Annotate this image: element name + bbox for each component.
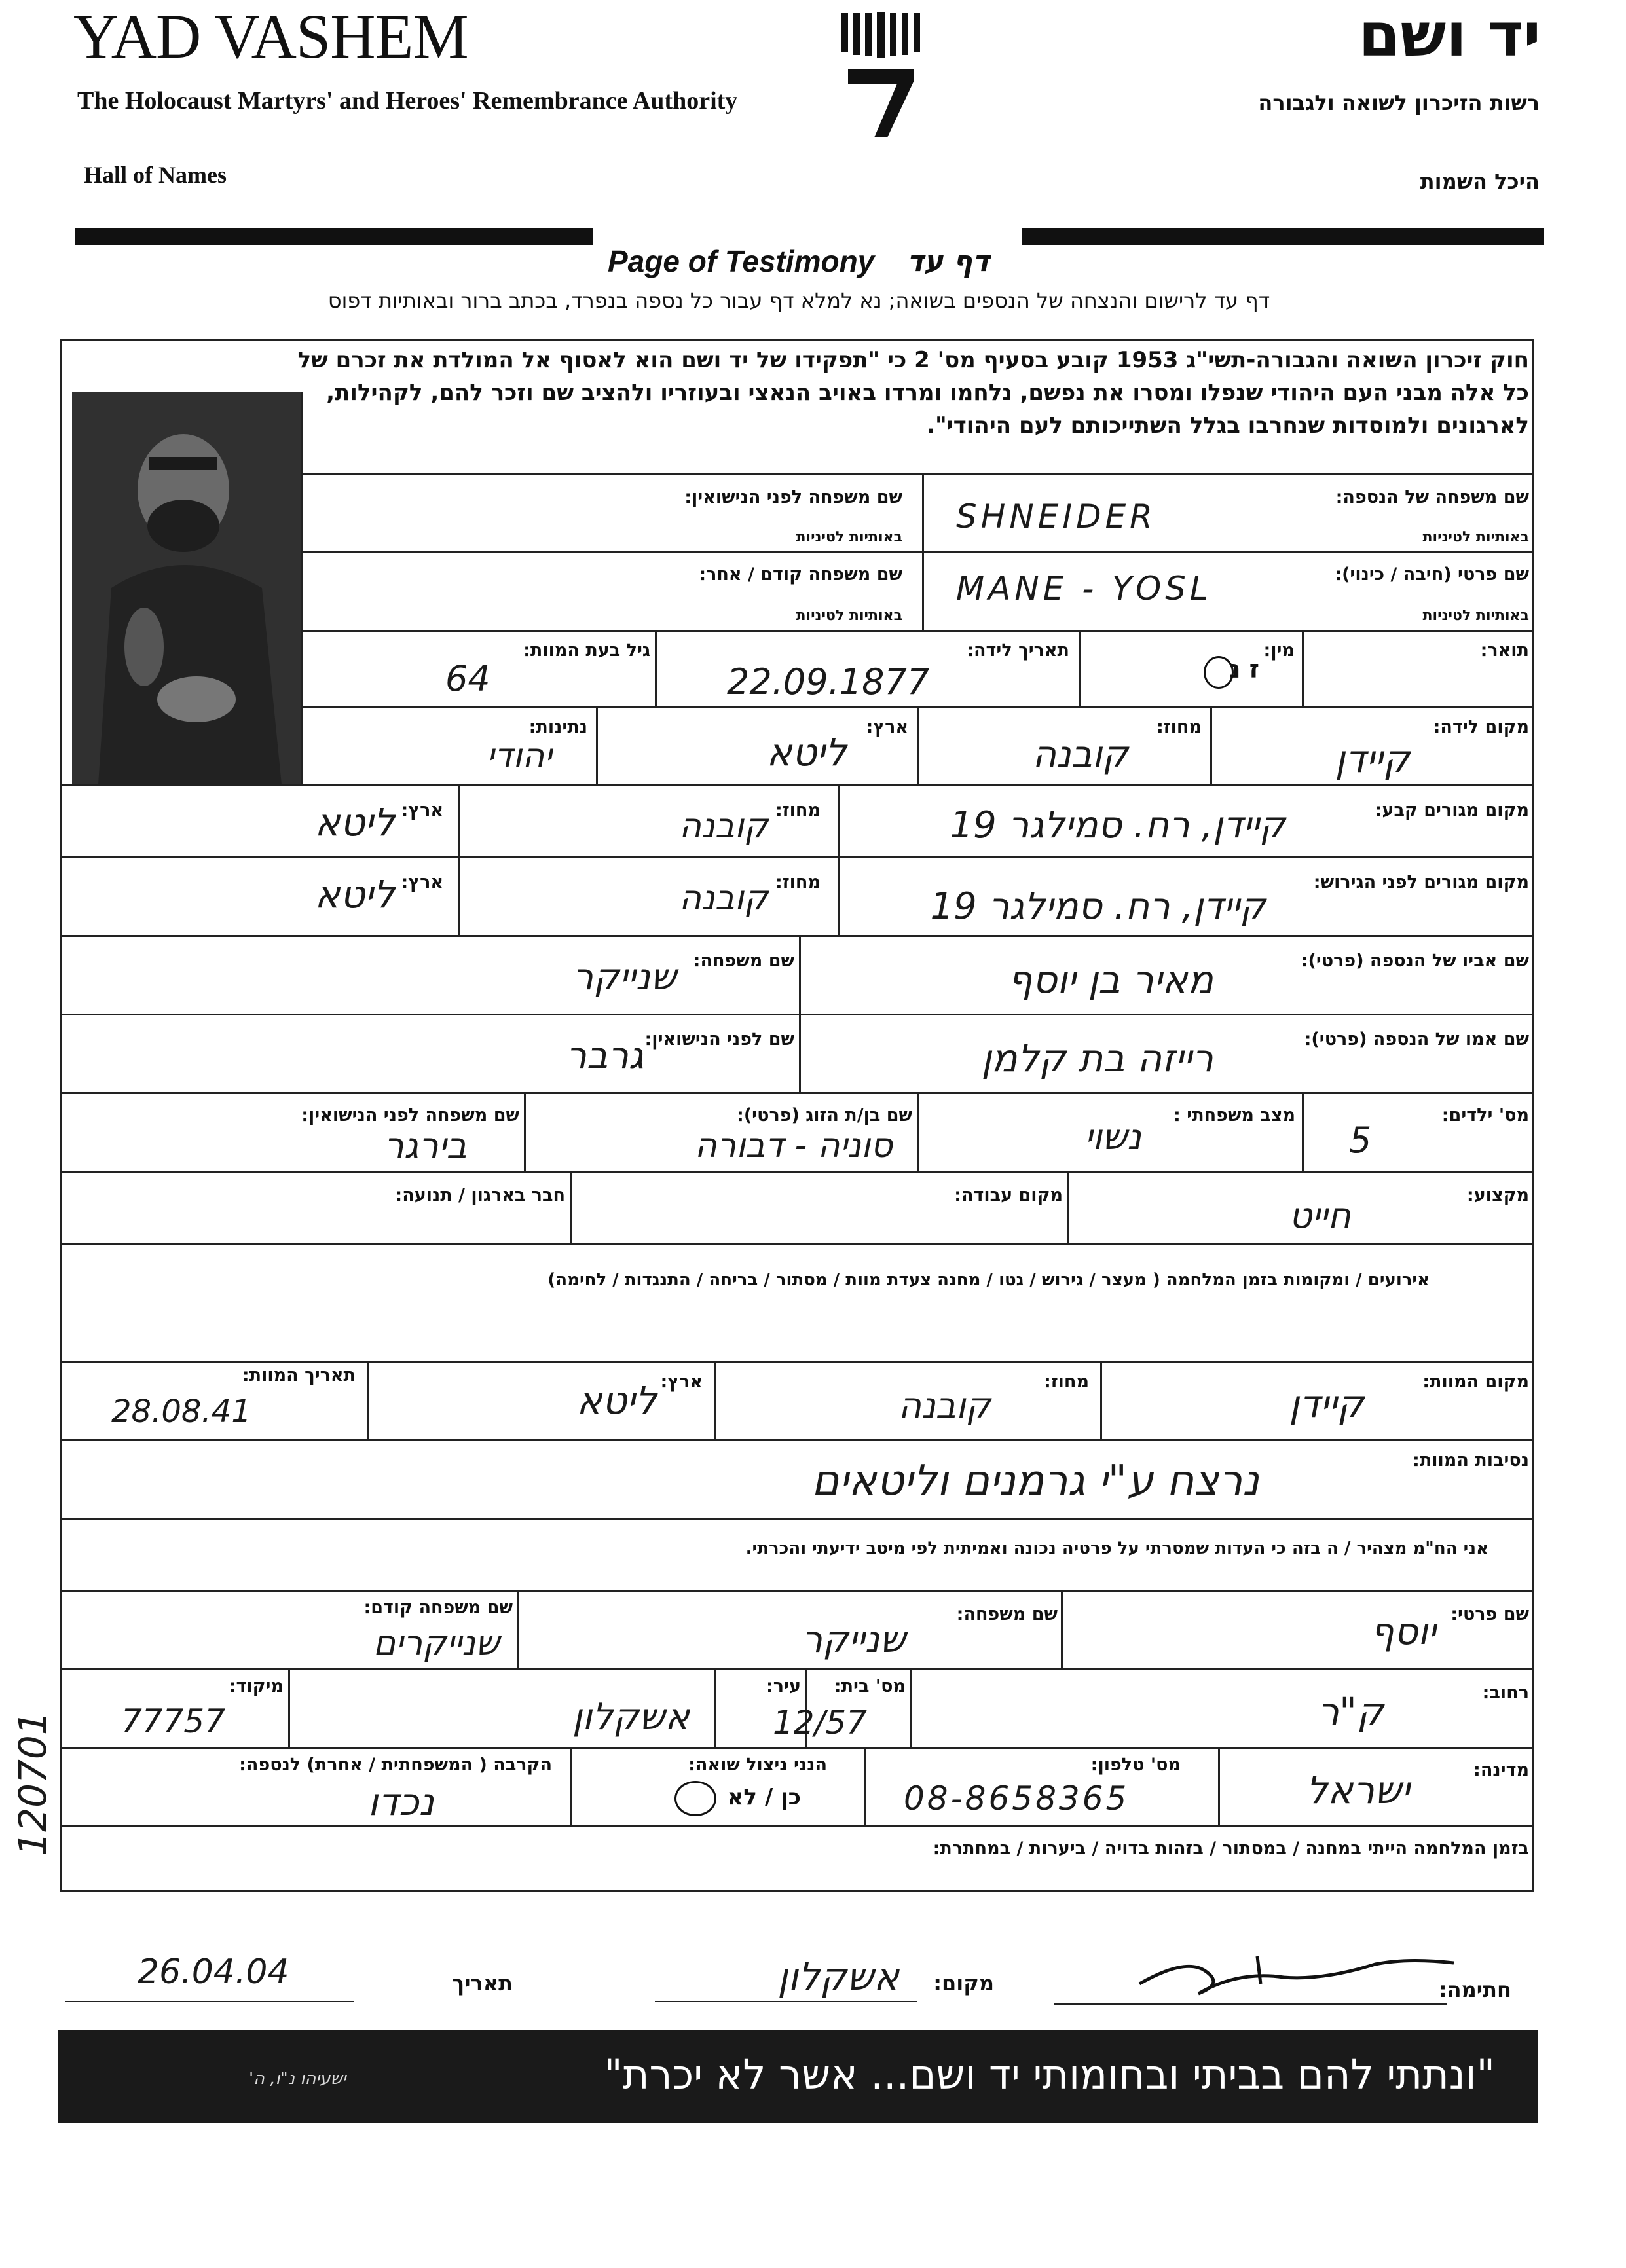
label-wartime-location: בזמן המלחמה הייתי במחנה / במסתור / בזהות בדויה / ביערות / במחתרת: <box>933 1838 1529 1859</box>
gender-selected-circle <box>1204 656 1234 689</box>
gender-options[interactable]: ז נ <box>1229 655 1259 684</box>
menorah-logo-icon <box>835 7 933 144</box>
value-sign-place[interactable]: אשקלון <box>777 1954 899 1999</box>
label-house-no: מס' בית: <box>834 1676 906 1696</box>
value-birth-country[interactable]: ליטא <box>766 730 847 775</box>
label-birth-country: ארץ: <box>866 717 908 737</box>
value-num-children[interactable]: 5 <box>1349 1120 1372 1161</box>
value-sub-first-name[interactable]: יוסף <box>1371 1611 1436 1653</box>
survivor-selected-circle <box>674 1781 716 1816</box>
label-city: עיר: <box>766 1676 801 1696</box>
value-birth-place[interactable]: קיידן <box>1335 737 1410 781</box>
label-wartime-events: אירועים / ומקומות בזמן המלחמה ( מעצר / גירוש / גטו / מחנה צעדת מוות / מסתור / בריחה / התנגדות / לחימה) <box>547 1270 1430 1290</box>
label-workplace: מקום עבודה: <box>954 1185 1063 1205</box>
header-rule-right <box>1022 228 1544 245</box>
value-spouse-maiden[interactable]: בירגר <box>384 1125 467 1166</box>
footer-source: ישעיהו נ"ו, ה' <box>249 2069 346 2089</box>
header-rule-left <box>75 228 593 245</box>
law-text-line-1: חוק זיכרון השואה והגבורה-תשי"ג 1953 קובע בסעיף מס' 2 כי "תפקידו של יד ושם הוא לאסוף אל המולדת את זכרם של <box>297 347 1529 373</box>
label-latin-2: באותיות לטיניות <box>796 529 902 545</box>
label-victim-surname: שם משפחה של הנספה: <box>1335 487 1529 507</box>
label-sub-first-name: שם פרטי: <box>1450 1604 1529 1624</box>
label-mother-maiden: שם לפני הנישואין: <box>644 1029 794 1050</box>
org-title-en: YAD VASHEM <box>73 1 468 71</box>
value-father-surname[interactable]: שנייקר <box>572 956 676 998</box>
law-text-line-3: לארגונים ולמוסדות שנחרבו בגלל השתייכותם לעם היהודי". <box>927 412 1529 439</box>
label-deport-district: מחוז: <box>775 872 821 892</box>
value-death-district[interactable]: קובנה <box>898 1385 991 1426</box>
label-deport-residence: מקום מגורים לפני הגירוש: <box>1313 872 1529 892</box>
footer-quote: "ונתתי להם בביתי ובחומותי יד ושם... אשר לא יכרת" <box>604 2051 1495 2098</box>
label-death-place: מקום המוות: <box>1422 1372 1529 1392</box>
label-latin-4: באותיות לטיניות <box>796 608 902 624</box>
declaration-text: אני הח"מ מצהיר / ה בזה כי העדות שמסרתי על פרטיה נכונה ואמיתית לפי מיטב ידיעתי והכרתי. <box>745 1539 1488 1558</box>
label-birth-date: תאריך לידה: <box>967 640 1069 661</box>
value-state[interactable]: ישראל <box>1306 1768 1410 1812</box>
label-signature: חתימה: <box>1438 1977 1511 2002</box>
value-death-country[interactable]: ליטא <box>576 1378 657 1423</box>
label-father-name: שם אביו של הנספה (פרטי): <box>1301 951 1529 971</box>
org-subtitle-en: The Holocaust Martyrs' and Heroes' Remembrance Authority <box>77 87 738 115</box>
label-nationality: נתינות: <box>528 717 587 737</box>
value-birth-district[interactable]: קובנה <box>1032 733 1128 776</box>
label-deport-country: ארץ: <box>401 872 443 892</box>
value-deport-residence[interactable]: קיידן, רח. סמילגר 19 <box>930 885 1266 928</box>
value-first-name[interactable]: MANE - YOSL <box>956 570 1212 608</box>
value-perm-district[interactable]: קובנה <box>679 807 768 846</box>
label-marital-status: מצב משפחתי : <box>1173 1105 1295 1125</box>
value-victim-surname[interactable]: SHNEIDER <box>956 498 1156 536</box>
label-death-country: ארץ: <box>660 1372 703 1392</box>
label-birth-district: מחוז: <box>1156 717 1202 737</box>
value-house-no[interactable]: 12/57 <box>773 1704 868 1742</box>
label-sub-surname: שם משפחה: <box>956 1604 1058 1624</box>
hall-of-names-he: היכל השמות <box>1420 169 1540 194</box>
hall-of-names-en: Hall of Names <box>84 162 227 188</box>
value-mother-name[interactable]: רייזה בת קלמן <box>981 1036 1213 1080</box>
label-gender: מין: <box>1263 640 1295 661</box>
label-sub-prev-surname: שם משפחה קודם: <box>363 1598 513 1618</box>
value-relation[interactable]: נכדו <box>367 1780 434 1824</box>
label-phone: מס' טלפון: <box>1090 1755 1181 1775</box>
org-title-he: יד ושם <box>1358 0 1541 70</box>
side-number: 120701 <box>10 1711 55 1856</box>
label-first-name: שם פרטי (חיבה / כינוי): <box>1335 564 1529 585</box>
value-sub-surname[interactable]: שנייקר <box>802 1619 906 1661</box>
value-deport-country[interactable]: ליטא <box>314 872 395 917</box>
value-death-place[interactable]: קיידן <box>1289 1381 1364 1426</box>
value-deport-district[interactable]: קובנה <box>679 879 768 918</box>
label-prev-surname: שם משפחה קודם / אחר: <box>699 564 902 585</box>
label-place: מקום: <box>933 1971 994 1996</box>
label-title: תואר: <box>1480 640 1529 661</box>
value-phone[interactable]: 08-8658365 <box>904 1780 1130 1818</box>
value-death-date[interactable]: 28.08.41 <box>111 1393 251 1430</box>
label-maiden-name: שם משפחה לפני הנישואין: <box>684 487 902 507</box>
label-death-date: תאריך המוות: <box>242 1365 356 1385</box>
label-perm-district: מחוז: <box>775 800 821 820</box>
label-perm-country: ארץ: <box>401 800 443 820</box>
label-mother-name: שם אמו של הנספה (פרטי): <box>1304 1029 1529 1050</box>
label-date: תאריך <box>452 1971 513 1996</box>
label-death-district: מחוז: <box>1044 1372 1089 1392</box>
page-title-en: Page of Testimony <box>608 244 875 278</box>
value-death-circumstances[interactable]: נרצח ע"י גרמנים וליטאים <box>811 1457 1259 1505</box>
label-spouse-maiden: שם משפחה לפני הנישואין: <box>301 1105 519 1125</box>
value-spouse-name[interactable]: סוניה - דבורה <box>694 1126 893 1165</box>
value-father-name[interactable]: מאיר בן יוסף <box>1008 957 1213 1002</box>
label-spouse-name: שם בן/ת הזוג (פרטי): <box>737 1105 912 1125</box>
value-marital-status[interactable]: נשוי <box>1084 1116 1141 1158</box>
signature-mark[interactable] <box>1126 1945 1467 2003</box>
label-perm-residence: מקום מגורים קבע: <box>1375 800 1529 820</box>
value-sign-date[interactable]: 26.04.04 <box>138 1952 289 1992</box>
value-age-at-death[interactable]: 64 <box>445 658 490 699</box>
signature-line <box>1054 2003 1447 2005</box>
survivor-options[interactable]: כן / לא <box>727 1784 801 1810</box>
label-street: רחוב: <box>1482 1683 1529 1703</box>
value-profession[interactable]: חייט <box>1289 1195 1351 1236</box>
value-perm-country[interactable]: ליטא <box>314 800 395 845</box>
value-birth-date[interactable]: 22.09.1877 <box>727 661 930 703</box>
org-subtitle-he: רשות הזיכרון לשואה ולגבורה <box>1258 90 1540 115</box>
place-line <box>655 2001 917 2002</box>
label-zip: מיקוד: <box>229 1676 284 1696</box>
victim-photo <box>72 392 301 784</box>
label-birth-place: מקום לידה: <box>1433 717 1529 737</box>
value-zip[interactable]: 77757 <box>121 1702 226 1740</box>
label-latin-1: באותיות לטיניות <box>1422 529 1529 545</box>
label-organization: חבר בארגון / תנועה: <box>395 1185 565 1205</box>
value-sub-prev-surname[interactable]: שנייקרים <box>373 1624 500 1663</box>
label-profession: מקצוע: <box>1466 1185 1529 1205</box>
label-state: מדינה: <box>1473 1760 1529 1780</box>
label-father-surname: שם משפחה: <box>693 951 794 971</box>
value-mother-maiden[interactable]: גרבר <box>566 1034 644 1077</box>
law-text-line-2: כל אלה מבני העם היהודי שנפלו ומסרו את נפשם, נלחמו ומרדו באויב הנאצי ובעוזריו ולהציב שם וזכר להם, לקהילות, <box>326 380 1529 406</box>
label-num-children: מס' ילדים: <box>1441 1105 1529 1125</box>
label-death-circumstances: נסיבות המוות: <box>1413 1450 1529 1471</box>
label-survivor: הנני ניצול שואה: <box>688 1755 827 1775</box>
value-nationality[interactable]: יהודי <box>487 737 552 776</box>
value-city[interactable]: אשקלון <box>572 1696 690 1738</box>
instruction-text: דף עד לרישום והנצחה של הנספים בשואה; נא למלא דף עבור כל נספה בנפרד, בכתב ברור ובאותיות דפוס <box>327 288 1270 313</box>
label-relation: הקרבה ( המשפחתית / אחרת) לנספה: <box>239 1755 552 1775</box>
value-perm-residence[interactable]: קיידן, רח. סמילגר 19 <box>950 804 1285 847</box>
date-line <box>65 2001 354 2002</box>
label-age-at-death: גיל בעת המוות: <box>523 640 650 661</box>
value-street[interactable]: ק"ר <box>1318 1689 1384 1734</box>
page-title-he: דף עד <box>907 245 990 278</box>
label-latin-3: באותיות לטיניות <box>1422 608 1529 624</box>
